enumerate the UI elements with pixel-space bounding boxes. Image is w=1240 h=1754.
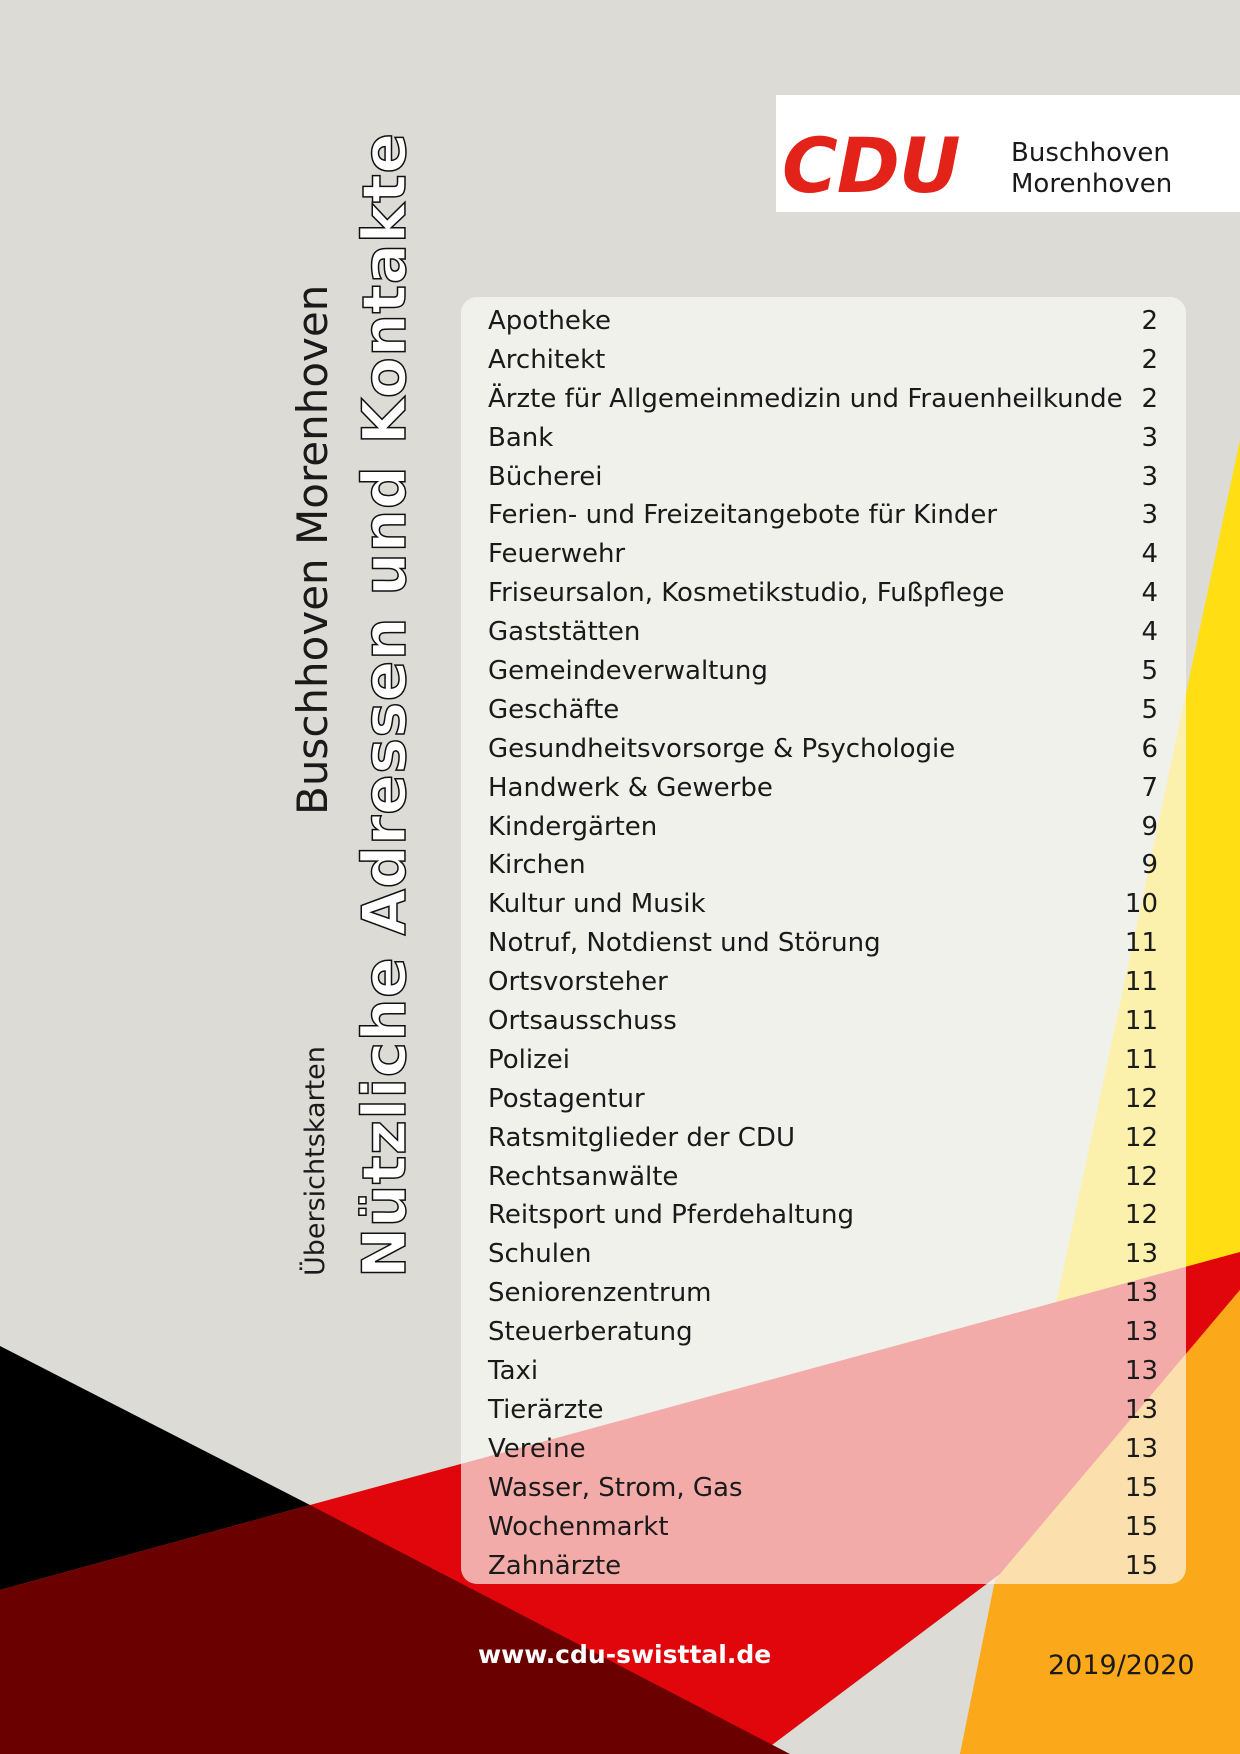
toc-entry[interactable]: [488, 341, 1158, 380]
toc-entry[interactable]: [488, 1391, 1158, 1430]
toc-entry-page: 13: [1124, 1394, 1158, 1425]
toc-entry-label: Gaststätten: [488, 617, 641, 648]
toc-entry-label: Kultur und Musik: [488, 889, 706, 920]
toc-entry[interactable]: [488, 963, 1158, 1002]
toc-entry-page: 13: [1124, 1356, 1158, 1387]
toc-entry-label: Wochenmarkt: [488, 1511, 669, 1542]
toc-entry-label: Postagentur: [488, 1083, 645, 1114]
toc-entry-page: 4: [1141, 617, 1158, 648]
toc-entry-page: 13: [1124, 1317, 1158, 1348]
toc-entry-label: Reitsport und Pferdehaltung: [488, 1200, 854, 1231]
toc-entry-label: Geschäfte: [488, 694, 620, 725]
toc-entry-page: 13: [1124, 1278, 1158, 1309]
toc-entry[interactable]: [488, 1002, 1158, 1041]
toc-entry-page: 9: [1141, 850, 1158, 881]
toc-entry-label: Bank: [488, 422, 554, 453]
website-link[interactable]: www.cdu-swisttal.de: [478, 1640, 772, 1669]
toc-list: [488, 302, 1158, 1585]
toc-entry-page: 5: [1141, 656, 1158, 687]
table-of-contents: [461, 297, 1186, 1584]
toc-entry-page: 15: [1124, 1472, 1158, 1503]
logo-place-names: [1011, 138, 1172, 200]
toc-entry-label: Tierärzte: [488, 1394, 604, 1425]
toc-entry[interactable]: [488, 535, 1158, 574]
toc-entry[interactable]: [488, 808, 1158, 847]
toc-entry[interactable]: [488, 574, 1158, 613]
toc-entry-page: 12: [1124, 1161, 1158, 1192]
toc-entry-label: Bücherei: [488, 461, 603, 492]
toc-entry-label: Ärzte für Allgemeinmedizin und Frauenheilkunde: [488, 383, 1123, 414]
toc-entry[interactable]: [488, 924, 1158, 963]
toc-entry-label: Gesundheitsvorsorge & Psychologie: [488, 733, 956, 764]
toc-entry-label: Handwerk & Gewerbe: [488, 772, 773, 803]
toc-entry-label: Ortsausschuss: [488, 1006, 677, 1037]
toc-entry[interactable]: [488, 1080, 1158, 1119]
toc-entry[interactable]: [488, 1430, 1158, 1469]
toc-entry-page: 11: [1124, 967, 1158, 998]
toc-entry-page: 9: [1141, 811, 1158, 842]
toc-entry-page: 10: [1124, 889, 1158, 920]
toc-entry-page: 3: [1141, 422, 1158, 453]
toc-entry[interactable]: [488, 302, 1158, 341]
logo-place-line-2: Morenhoven: [1011, 169, 1173, 199]
toc-entry-label: Zahnärzte: [488, 1550, 622, 1581]
toc-entry-label: Apotheke: [488, 306, 611, 336]
toc-entry[interactable]: [488, 885, 1158, 924]
toc-entry-label: Architekt: [488, 344, 606, 375]
cdu-logo: CDU: [782, 121, 960, 210]
toc-entry-label: Friseursalon, Kosmetikstudio, Fußpflege: [488, 578, 1005, 609]
toc-entry[interactable]: [488, 652, 1158, 691]
toc-entry[interactable]: [488, 1508, 1158, 1547]
toc-entry[interactable]: [488, 1547, 1158, 1586]
toc-entry-page: 12: [1124, 1083, 1158, 1114]
toc-entry-label: Gemeindeverwaltung: [488, 656, 768, 687]
toc-entry[interactable]: [488, 1352, 1158, 1391]
toc-entry-page: 4: [1141, 539, 1158, 570]
toc-entry-label: Feuerwehr: [488, 539, 626, 570]
places-title: Buschhoven Morenhoven: [288, 284, 337, 815]
toc-entry-page: 11: [1124, 1044, 1158, 1075]
toc-entry-label: Ratsmitglieder der CDU: [488, 1122, 795, 1153]
toc-entry-label: Wasser, Strom, Gas: [488, 1472, 743, 1503]
toc-entry-label: Ortsvorsteher: [488, 967, 668, 998]
logo-place-line-1: Buschhoven: [1011, 138, 1170, 168]
toc-entry-label: Vereine: [488, 1433, 586, 1464]
toc-entry[interactable]: [488, 769, 1158, 808]
toc-entry-label: Schulen: [488, 1239, 592, 1270]
toc-entry-page: 3: [1141, 500, 1158, 531]
toc-entry-label: Taxi: [488, 1356, 539, 1387]
edition-year: 2019/2020: [1048, 1650, 1195, 1681]
kicker-title: Übersichtskarten: [300, 1046, 331, 1276]
toc-entry[interactable]: [488, 1235, 1158, 1274]
toc-entry[interactable]: [488, 1469, 1158, 1508]
toc-entry[interactable]: [488, 1196, 1158, 1235]
toc-entry[interactable]: [488, 458, 1158, 497]
toc-entry-page: 4: [1141, 578, 1158, 609]
toc-entry-label: Rechtsanwälte: [488, 1161, 679, 1192]
toc-entry[interactable]: [488, 730, 1158, 769]
main-title: Nützliche Adressen und Kontakte: [350, 132, 420, 1278]
toc-entry[interactable]: [488, 1119, 1158, 1158]
toc-entry-page: 2: [1141, 306, 1158, 336]
toc-entry-label: Seniorenzentrum: [488, 1278, 712, 1309]
toc-entry-page: 7: [1141, 772, 1158, 803]
toc-entry[interactable]: [488, 1274, 1158, 1313]
toc-entry-label: Notruf, Notdienst und Störung: [488, 928, 881, 959]
toc-entry[interactable]: [488, 1313, 1158, 1352]
toc-entry-label: Polizei: [488, 1044, 570, 1075]
toc-entry[interactable]: [488, 691, 1158, 730]
toc-entry[interactable]: [488, 419, 1158, 458]
toc-entry-page: 13: [1124, 1239, 1158, 1270]
toc-entry[interactable]: [488, 846, 1158, 885]
toc-entry-page: 11: [1124, 1006, 1158, 1037]
toc-entry-page: 3: [1141, 461, 1158, 492]
toc-entry-page: 11: [1124, 928, 1158, 959]
toc-entry-label: Kindergärten: [488, 811, 658, 842]
toc-entry-label: Steuerberatung: [488, 1317, 693, 1348]
toc-entry[interactable]: [488, 1041, 1158, 1080]
toc-entry-page: 13: [1124, 1433, 1158, 1464]
toc-entry-page: 2: [1141, 344, 1158, 375]
toc-entry-page: 6: [1141, 733, 1158, 764]
toc-entry[interactable]: [488, 380, 1158, 419]
toc-entry-page: 15: [1124, 1511, 1158, 1542]
toc-entry[interactable]: [488, 613, 1158, 652]
toc-entry-page: 5: [1141, 694, 1158, 725]
toc-entry-page: 2: [1141, 383, 1158, 414]
toc-entry[interactable]: [488, 496, 1158, 535]
toc-entry-page: 15: [1124, 1550, 1158, 1581]
toc-entry-label: Kirchen: [488, 850, 586, 881]
toc-entry-label: Ferien- und Freizeitangebote für Kinder: [488, 500, 998, 531]
toc-entry[interactable]: [488, 1158, 1158, 1197]
toc-entry-page: 12: [1124, 1122, 1158, 1153]
toc-entry-page: 12: [1124, 1200, 1158, 1231]
